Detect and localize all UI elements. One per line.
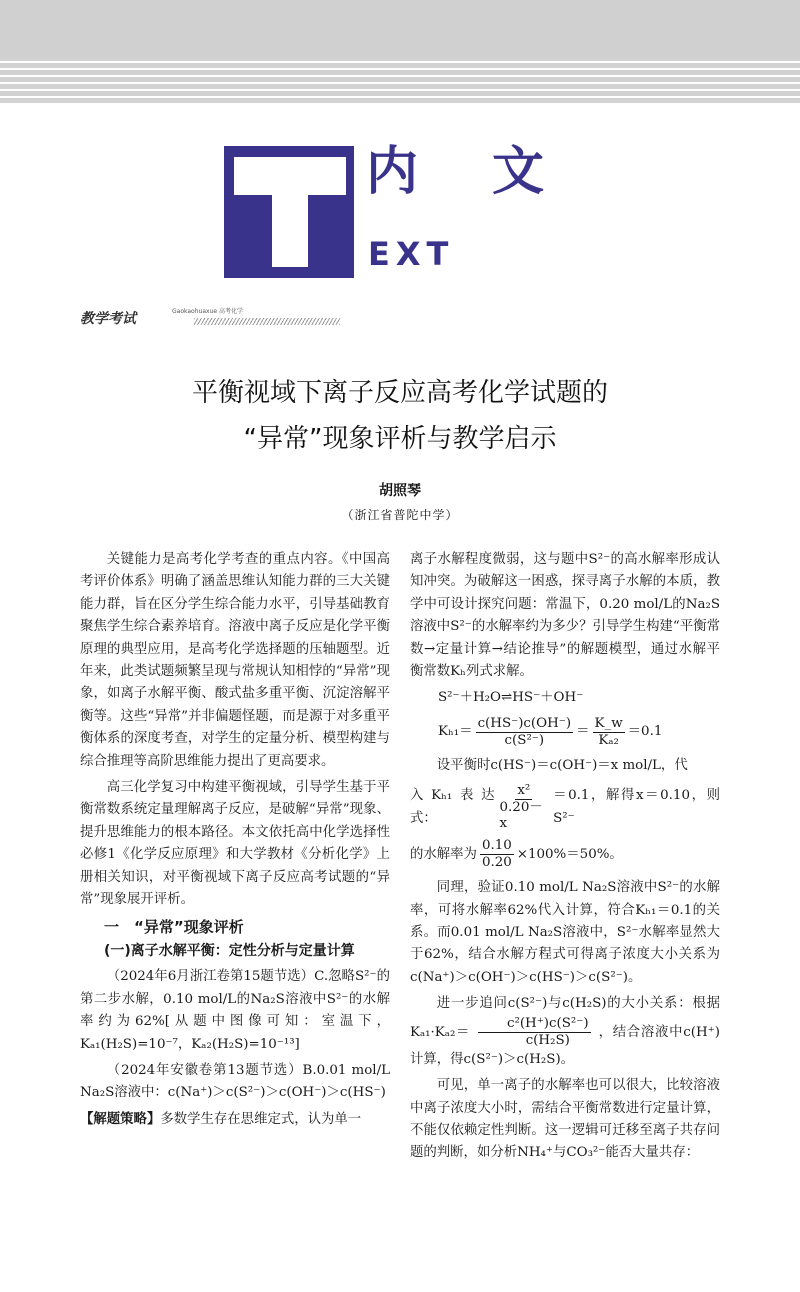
- p3-post: ＝0.1，解得x＝0.10，则S²⁻: [553, 788, 720, 826]
- article-affiliation: （浙江省普陀中学）: [341, 508, 459, 522]
- left-paragraph-4: （2024年安徽卷第13题节选）B.0.01 mol/L Na₂S溶液中：c(Na⁺)＞c(S²⁻)＞c(OH⁻)＞c(HS⁻): [80, 1062, 390, 1101]
- right-paragraph-2: 设平衡时c(HS⁻)＝c(OH⁻)＝x mol/L，代: [436, 757, 688, 773]
- section-tag-sub: Gaokaohuaxue 高考化学: [172, 308, 243, 315]
- left-column: [80, 549, 390, 1131]
- p4-fraction: [480, 838, 514, 871]
- column-logo-t: [224, 146, 354, 278]
- section-tag: [80, 308, 262, 326]
- p6-den: c(H₂S): [525, 1032, 570, 1048]
- p3-den: 0.20－x: [499, 800, 543, 832]
- equation-hydrolysis: S²⁻＋H₂O⇌HS⁻＋OH⁻: [438, 690, 584, 706]
- section-tag-hatch: [194, 318, 340, 325]
- eq2-fraction-1: [476, 716, 574, 749]
- p3-pre: 入Kₕ₁表达式：: [410, 788, 495, 826]
- eq2-num2: K_w: [594, 715, 623, 731]
- strategy-label: 【解题策略】: [80, 1111, 161, 1127]
- header-stripe-band: [0, 0, 800, 104]
- eq2-num: c(HS⁻)c(OH⁻): [477, 715, 572, 731]
- p4-post: ×100%＝50%。: [516, 846, 623, 862]
- article-title-line2: “异常”现象评析与教学启示: [243, 424, 557, 454]
- equation-kh1: [410, 716, 720, 749]
- eq2-fraction-2: [593, 716, 625, 749]
- article-title: [100, 370, 700, 462]
- left-paragraph-2: 高三化学复习中构建平衡视域，引导学生基于平衡常数系统定量理解离子反应，是破解“异常”现象、提升思维能力的根本路径。本文依托高中化学选择性必修1《化学反应原理》和大学教材《分析化学》上册相关知识，对平衡视域下离子反应高考试题的“异常”现象展开评析。: [80, 780, 390, 908]
- eq2-rhs: ＝0.1: [627, 724, 663, 740]
- section-heading-1: 一 “异常”现象评析: [104, 917, 244, 936]
- eq2-den2: Kₐ₂: [598, 732, 619, 748]
- logo-t-stem: [272, 195, 308, 267]
- p4-den: 0.20: [481, 855, 512, 871]
- header-solid-bar: [0, 0, 800, 58]
- eq2-mid: ＝: [576, 724, 590, 740]
- p4-num: 0.10: [481, 838, 512, 854]
- article-title-line1: 平衡视域下离子反应高考化学试题的: [191, 378, 608, 408]
- left-paragraph-1: 关键能力是高考化学考查的重点内容。《中国高考评价体系》明确了涵盖思维认知能力群的三大关键能力群，旨在区分学生综合能力水平，引导基础教育聚焦学生综合素养培育。溶液中离子反应是化学平衡原理的典型应用，是高考化学选择题的压轴题型。近年来，此类试题频繁呈现与常规认知相悖的“异常”现象，如离子水解平衡、酸式盐多重平衡、沉淀溶解平衡等。这些“异常”并非偏题怪题，而是源于对多重平衡体系的深度考查，对学生的定量分析、模型构建与综合推理等高阶思维能力提出了更高要求。: [80, 552, 390, 769]
- eq2-lhs: Kₕ₁＝: [438, 724, 473, 740]
- right-paragraph-5: 同理，验证0.10 mol/L Na₂S溶液中S²⁻的水解率，可将水解率62%代入计算，符合Kₕ₁＝0.1的关系。而0.01 mol/L Na₂S溶液中，S²⁻水解率显然大于62%，结合水解方程式可得离子浓度大小关系为c(Na⁺)＞c(OH⁻)＞c(HS⁻)＞c(S²⁻)。: [410, 880, 720, 985]
- right-paragraph-6: [410, 993, 720, 1071]
- p6-post: ，结合溶液中c(H⁺)计算，得c(S²⁻)＞c(H₂S)。: [410, 1024, 720, 1067]
- section-tag-main: 教学考试: [80, 311, 136, 327]
- subsection-heading-1: (一)离子水解平衡：定性分析与定量计算: [104, 942, 355, 959]
- p3-fraction: [498, 783, 551, 832]
- p6-pre: 进一步追问c(S²⁻)与c(H₂S)的大小关系：根据Kₐ₁·Kₐ₂＝: [410, 996, 720, 1040]
- article-author: 胡照琴: [379, 483, 421, 499]
- right-column: [410, 549, 720, 1165]
- left-paragraph-5: [80, 1109, 390, 1131]
- p3-num: x²: [517, 783, 531, 799]
- logo-t-bar: [234, 157, 346, 195]
- right-paragraph-3: [410, 783, 720, 832]
- left-paragraph-5-text: 多数学生存在思维定式，认为单一: [160, 1111, 362, 1127]
- eq2-den: c(S²⁻): [504, 732, 545, 748]
- right-paragraph-1: 离子水解程度微弱，这与题中S²⁻的高水解率形成认知冲突。为破解这一困惑，探寻离子水解的本质，教学中可设计探究问题：常温下，0.20 mol/L的Na₂S溶液中S²⁻的水解率约为多少？引导学生构建“平衡常数→定量计算→结论推导”的解题模型，通过水解平衡常数Kₕ列式求解。: [410, 552, 720, 680]
- p4-pre: 的水解率为: [410, 846, 477, 862]
- left-paragraph-3: （2024年6月浙江卷第15题节选）C.忽略S²⁻的第二步水解，0.10 mol/L的Na₂S溶液中S²⁻的水解率约为62%[从题中图像可知：室温下，Kₐ₁(H₂S)=10⁻⁷，Kₐ₂(H₂S)=10⁻¹³]: [80, 969, 390, 1052]
- right-paragraph-7: 可见，单一离子的水解率也可以很大，比较溶液中离子浓度大小时，需结合平衡常数进行定量计算，不能仅依赖定性判断。这一逻辑可迁移至离子共存问题的判断，如分析NH₄⁺与CO₃²⁻能否大量共存：: [410, 1078, 720, 1161]
- column-title-en: EXT: [368, 235, 455, 273]
- column-title-cn: 内文: [366, 142, 619, 202]
- right-paragraph-4: [410, 838, 720, 871]
- p6-num: c²(H⁺)c(S²⁻): [478, 1016, 590, 1033]
- p6-fraction: [478, 1016, 590, 1049]
